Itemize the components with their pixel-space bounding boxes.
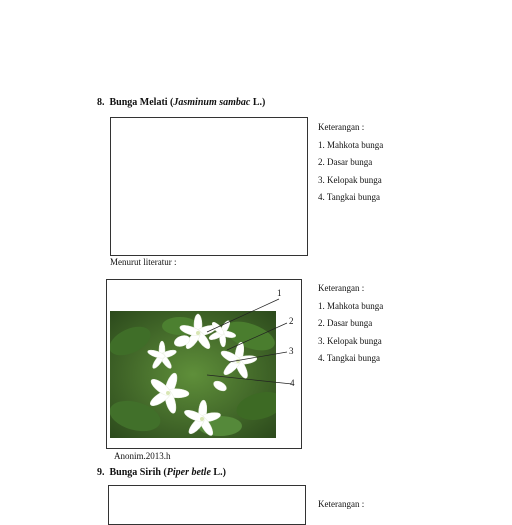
- section-9-title-latin: Piper betle: [166, 467, 211, 478]
- callout-lines: [107, 280, 303, 450]
- section-9-heading: [97, 467, 226, 478]
- notes-list-1: [318, 119, 383, 207]
- section-8-heading: [97, 97, 265, 108]
- literature-label: Menurut literatur :: [110, 257, 177, 267]
- note-item: 3. Kelopak bunga: [318, 335, 382, 346]
- note-item: 4. Tangkai bunga: [318, 353, 380, 363]
- section-8-title-pre: Bunga Melati (: [109, 97, 174, 108]
- note-item: 4. Tangkai bunga: [318, 192, 380, 202]
- literature-image-box: [106, 279, 302, 449]
- section-8-title-latin: Jasminum sambac: [173, 97, 251, 108]
- callout-1: 1: [277, 288, 282, 298]
- image-credit: Anonim.2013.h: [114, 451, 171, 461]
- notes-title: Keterangan :: [318, 283, 365, 293]
- note-item: 1. Mahkota bunga: [318, 139, 384, 150]
- note-item: 1. Mahkota bunga: [318, 300, 384, 311]
- notes-list-2: [318, 280, 383, 368]
- callout-4: 4: [290, 378, 295, 388]
- section-9-title-post: L.): [210, 467, 226, 478]
- section-8-title-post: L.): [250, 97, 266, 108]
- note-item: 2. Dasar bunga: [318, 318, 373, 328]
- section-9-title-pre: Bunga Sirih (: [109, 467, 167, 478]
- callout-3: 3: [289, 346, 294, 356]
- section-9-number: 9.: [97, 467, 105, 478]
- section-8-number: 8.: [97, 97, 105, 108]
- section-9-image-box: [108, 485, 306, 525]
- observation-image-box: [110, 117, 308, 256]
- callout-2: 2: [289, 316, 294, 326]
- note-item: 2. Dasar bunga: [318, 157, 373, 167]
- section-9-notes-title: Keterangan :: [318, 499, 365, 509]
- note-item: 3. Kelopak bunga: [318, 174, 382, 185]
- notes-title: Keterangan :: [318, 122, 365, 132]
